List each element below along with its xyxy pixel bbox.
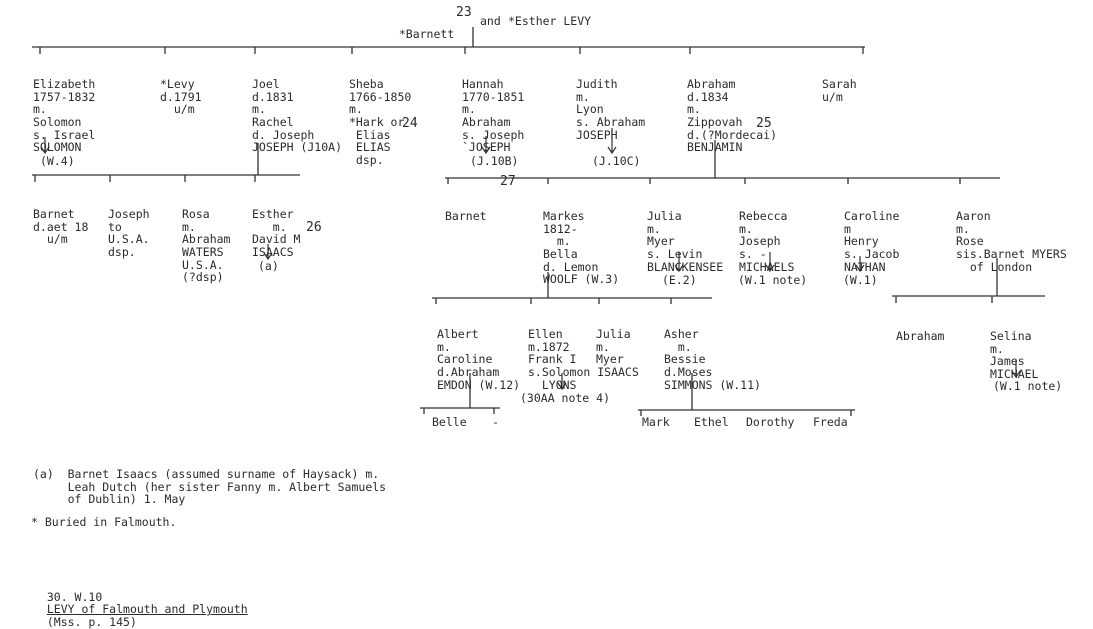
gen1-hannah-ref: (J.10B) [470, 154, 519, 168]
gen4-mark: Mark [642, 415, 670, 429]
gen1-levy: *Levy d.1791 u/m [160, 77, 202, 117]
gen1-abraham-note-ref: 25 [756, 116, 772, 131]
gen2-julia: Julia m. Myer s. Levin BLANCKENSEE [647, 209, 724, 274]
gen2-barnet-abraham: Barnet [445, 209, 487, 224]
gen4-freda: Freda [813, 415, 848, 429]
gen3-selina: Selina m. James MICHAEL [990, 329, 1039, 381]
root-and: and [480, 14, 501, 28]
gen1-judith: Judith m. Lyon s. Abraham JOSEPH [576, 77, 646, 142]
gen3-ellen: Ellen m.1872 Frank I s.Solomon ISAACS LYONS [528, 327, 639, 392]
gen2-joseph: Joseph to U.S.A. dsp. [108, 207, 150, 259]
gen3-julia: Julia m. Myer [596, 327, 631, 367]
gen2-rosa: Rosa m. Abraham WATERS U.S.A. (?dsp) [182, 207, 231, 285]
gen4-dash: - [492, 415, 499, 429]
gen2-julia-ref: (E.2) [662, 273, 697, 287]
page-caption [33, 578, 248, 628]
gen2-markes: Markes 1812- m. Bella d. Lemon WOOLF (W.3) [543, 209, 620, 287]
note-a: (a) Barnet Isaacs (assumed surname of Haysack) m. Leah Dutch (her sister Fanny m. Albert Samuels of Dublin) 1. May [33, 467, 387, 507]
gen1-judith-ref: (J.10C) [592, 154, 641, 168]
gen2-esther-note-ref: 26 [306, 220, 322, 235]
gen1-sheba: Sheba 1766-1850 m. *Hark or Elias ELIAS dsp. [349, 77, 412, 167]
note-buried: * Buried in Falmouth. [31, 515, 177, 529]
gen1-elizabeth: Elizabeth 1757-1832 m. Solomon s. Israel SOLOMON [33, 77, 96, 155]
gen2-rebecca: Rebecca m. Joseph s. - MICHAELS [739, 209, 795, 274]
gen1-sheba-note-ref: 24 [402, 116, 418, 131]
caption-title: LEVY of Falmouth and Plymouth [46, 602, 248, 617]
gen3-asher: Asher m. Bessie d.Moses SIMMONS (W.11) [664, 327, 761, 392]
gen2-esther-ref: (a) [258, 259, 279, 273]
gen1-sarah: Sarah u/m [822, 77, 857, 104]
gen2-caroline: Caroline m Henry s. Jacob NATHAN [844, 209, 900, 274]
root-note-ref: 23 [456, 5, 472, 20]
gen2-barnet-note-ref: 27 [500, 174, 516, 189]
gen1-hannah: Hannah 1770-1851 m. Abraham s. Joseph `JOSEPH [462, 77, 525, 155]
gen2-esther: Esther m. David M ISAACS [252, 207, 301, 259]
root-father: *Barnett [398, 26, 455, 41]
gen4-ethel: Ethel [694, 415, 729, 429]
gen1-joel: Joel d.1831 m. Rachel d. Joseph JOSEPH (J10A) [252, 77, 343, 155]
gen2-caroline-ref: (W.1) [843, 273, 878, 287]
gen1-elizabeth-ref: (W.4) [40, 154, 75, 168]
gen3-albert: Albert m. Caroline d.Abraham EMDON (W.12) [437, 327, 521, 392]
gen4-belle: Belle [432, 415, 467, 429]
gen3-abraham: Abraham [896, 329, 945, 344]
gen3-ellen-ref: (30AA note 4) [520, 391, 611, 405]
caption-prefix: 30. W.10 [46, 589, 103, 604]
root-couple [385, 15, 454, 40]
root-mother: *Esther LEVY [508, 14, 592, 28]
gen1-abraham: Abraham d.1834 m. Zippovah d.(?Mordecai) BENJAMIN [687, 77, 778, 155]
gen4-dorothy: Dorothy [746, 415, 795, 429]
gen2-barnet-joel: Barnet d.aet 18 u/m [33, 207, 89, 247]
gen2-aaron: Aaron m. Rose sis.Barnet MYERS of London [956, 209, 1067, 274]
caption-suffix: (Mss. p. 145) [46, 614, 137, 629]
gen3-selina-ref: (W.1 note) [993, 379, 1063, 393]
gen2-rebecca-ref: (W.1 note) [738, 273, 808, 287]
